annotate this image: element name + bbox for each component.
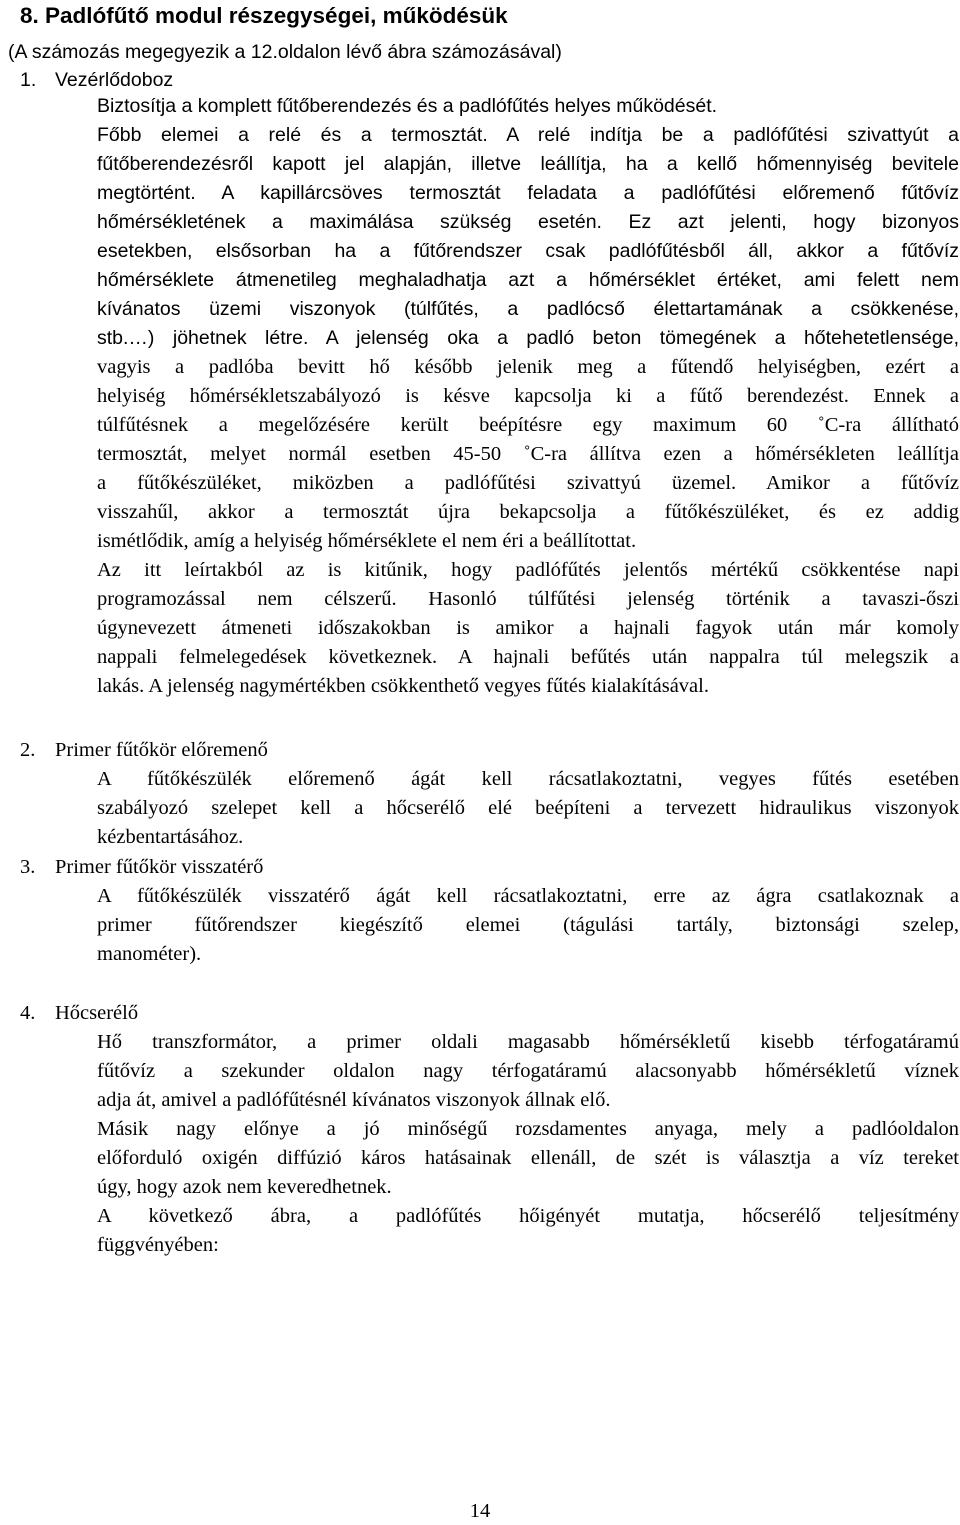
section-3-body [97, 882, 959, 969]
section-4-title: Hőcserélő [55, 1002, 139, 1024]
section-1-line: megtörtént. A kapillárcsöves termosztát feladata a padlófűtési előremenő fűtővíz [97, 182, 959, 204]
section-4-line: A következő ábra, a padlófűtés hőigényét mutatja, hőcserélő teljesítmény [97, 1205, 959, 1227]
section-4-line: függvényében: [97, 1234, 219, 1256]
section-1-line: a fűtőkészüléket, miközben a padlófűtési szivattyú üzemel. Amikor a fűtővíz [97, 472, 959, 494]
section-1-line: túlfűtésnek a megelőzésére került beépítésre egy maximum 60 ˚C-ra állítható [97, 414, 959, 436]
section-1-line: helyiség hőmérsékletszabályozó is késve kapcsolja ki a fűtő berendezést. Ennek a [97, 385, 959, 407]
page-number: 14 [469, 1500, 491, 1522]
section-1-line: stb.…) jöhetnek létre. A jelenség oka a padló beton tömegének a hőtehetetlensége, [97, 327, 959, 349]
section-2-line: A fűtőkészülék előremenő ágát kell rácsatlakoztatni, vegyes fűtés esetében [97, 768, 959, 790]
section-2-number: 2. [20, 739, 36, 761]
section-4-line: Másik nagy előnye a jó minőségű rozsdamentes anyaga, mely a padlóoldalon [97, 1118, 959, 1140]
section-4-line: adja át, amivel a padlófűtésnél kívánatos viszonyok állnak elő. [97, 1089, 611, 1111]
numbering-note: (A számozás megegyezik a 12.oldalon lévő ábra számozásával) [8, 41, 562, 63]
section-4-body [97, 1028, 959, 1260]
section-1-line: hőmérséklete átmenetileg meghaladhatja azt a hőmérséklet értéket, ami felett nem [97, 269, 959, 291]
section-2-body [97, 765, 959, 852]
section-2-line: kézbentartásához. [97, 826, 244, 848]
section-1-line: visszahűl, akkor a termosztát újra bekapcsolja a fűtőkészüléket, és ez addig [97, 501, 959, 523]
section-3-number: 3. [20, 856, 36, 878]
section-1-line: termosztát, melyet normál esetben 45-50 ˚C-ra állítva ezen a hőmérsékleten leállítja [97, 443, 959, 465]
section-1-line: hőmérsékletének a maximálása szükség esetén. Ez azt jelenti, hogy bizonyos [97, 211, 959, 233]
section-4-line: fűtővíz a szekunder oldalon nagy térfogatáramú alacsonyabb hőmérsékletű víznek [97, 1060, 959, 1082]
section-1-line: Biztosítja a komplett fűtőberendezés és a padlófűtés helyes működését. [97, 95, 718, 117]
section-3-title: Primer fűtőkör visszatérő [55, 856, 264, 878]
section-4-number: 4. [20, 1002, 36, 1024]
section-1-line: Főbb elemei a relé és a termosztát. A relé indítja be a padlófűtési szivattyút a [97, 124, 959, 146]
section-1-line: vagyis a padlóba bevitt hő később jelenik meg a fűtendő helyiségben, ezért a [97, 356, 959, 378]
section-1-body [97, 92, 959, 701]
section-3-line: primer fűtőrendszer kiegészítő elemei (tágulási tartály, biztonsági szelep, [97, 914, 959, 936]
section-3-line: manométer). [97, 943, 202, 965]
section-4-line: Hő transzformátor, a primer oldali magasabb hőmérsékletű kisebb térfogatáramú [97, 1031, 959, 1053]
section-1-line: lakás. A jelenség nagymértékben csökkenthető vegyes fűtés kialakításával. [97, 675, 709, 697]
section-heading: 8. Padlófűtő modul részegységei, működésük [20, 3, 508, 28]
section-1-line: úgynevezett átmeneti időszakokban is amikor a hajnali fagyok után már komoly [97, 617, 959, 639]
section-4-line: előforduló oxigén diffúzió káros hatásainak ellenáll, de szét is választja a víz tereket [97, 1147, 959, 1169]
section-1-line: esetekben, elsősorban ha a fűtőrendszer csak padlófűtésből áll, akkor a fűtővíz [97, 240, 959, 262]
section-2-title: Primer fűtőkör előremenő [55, 739, 268, 761]
section-1-title: Vezérlődoboz [55, 69, 174, 91]
section-2-line: szabályozó szelepet kell a hőcserélő elé beépíteni a tervezett hidraulikus viszonyok [97, 797, 959, 819]
section-1-line: ismétlődik, amíg a helyiség hőmérséklete el nem éri a beállítottat. [97, 530, 637, 552]
section-4-line: úgy, hogy azok nem keveredhetnek. [97, 1176, 392, 1198]
section-1-line: fűtőberendezésről kapott jel alapján, illetve leállítja, ha a kellő hőmennyiség bevitele [97, 153, 959, 175]
section-1-line: programozással nem célszerű. Hasonló túlfűtési jelenség történik a tavaszi-őszi [97, 588, 959, 610]
section-1-number: 1. [20, 69, 37, 91]
section-1-line: kívánatos üzemi viszonyok (túlfűtés, a padlócső élettartamának a csökkenése, [97, 298, 959, 320]
section-3-line: A fűtőkészülék visszatérő ágát kell rácsatlakoztatni, erre az ágra csatlakoznak a [97, 885, 959, 907]
section-1-line: Az itt leírtakból az is kitűnik, hogy padlófűtés jelentős mértékű csökkentése napi [97, 559, 959, 581]
section-1-line: nappali felmelegedések következnek. A hajnali befűtés után nappalra túl melegszik a [97, 646, 959, 668]
